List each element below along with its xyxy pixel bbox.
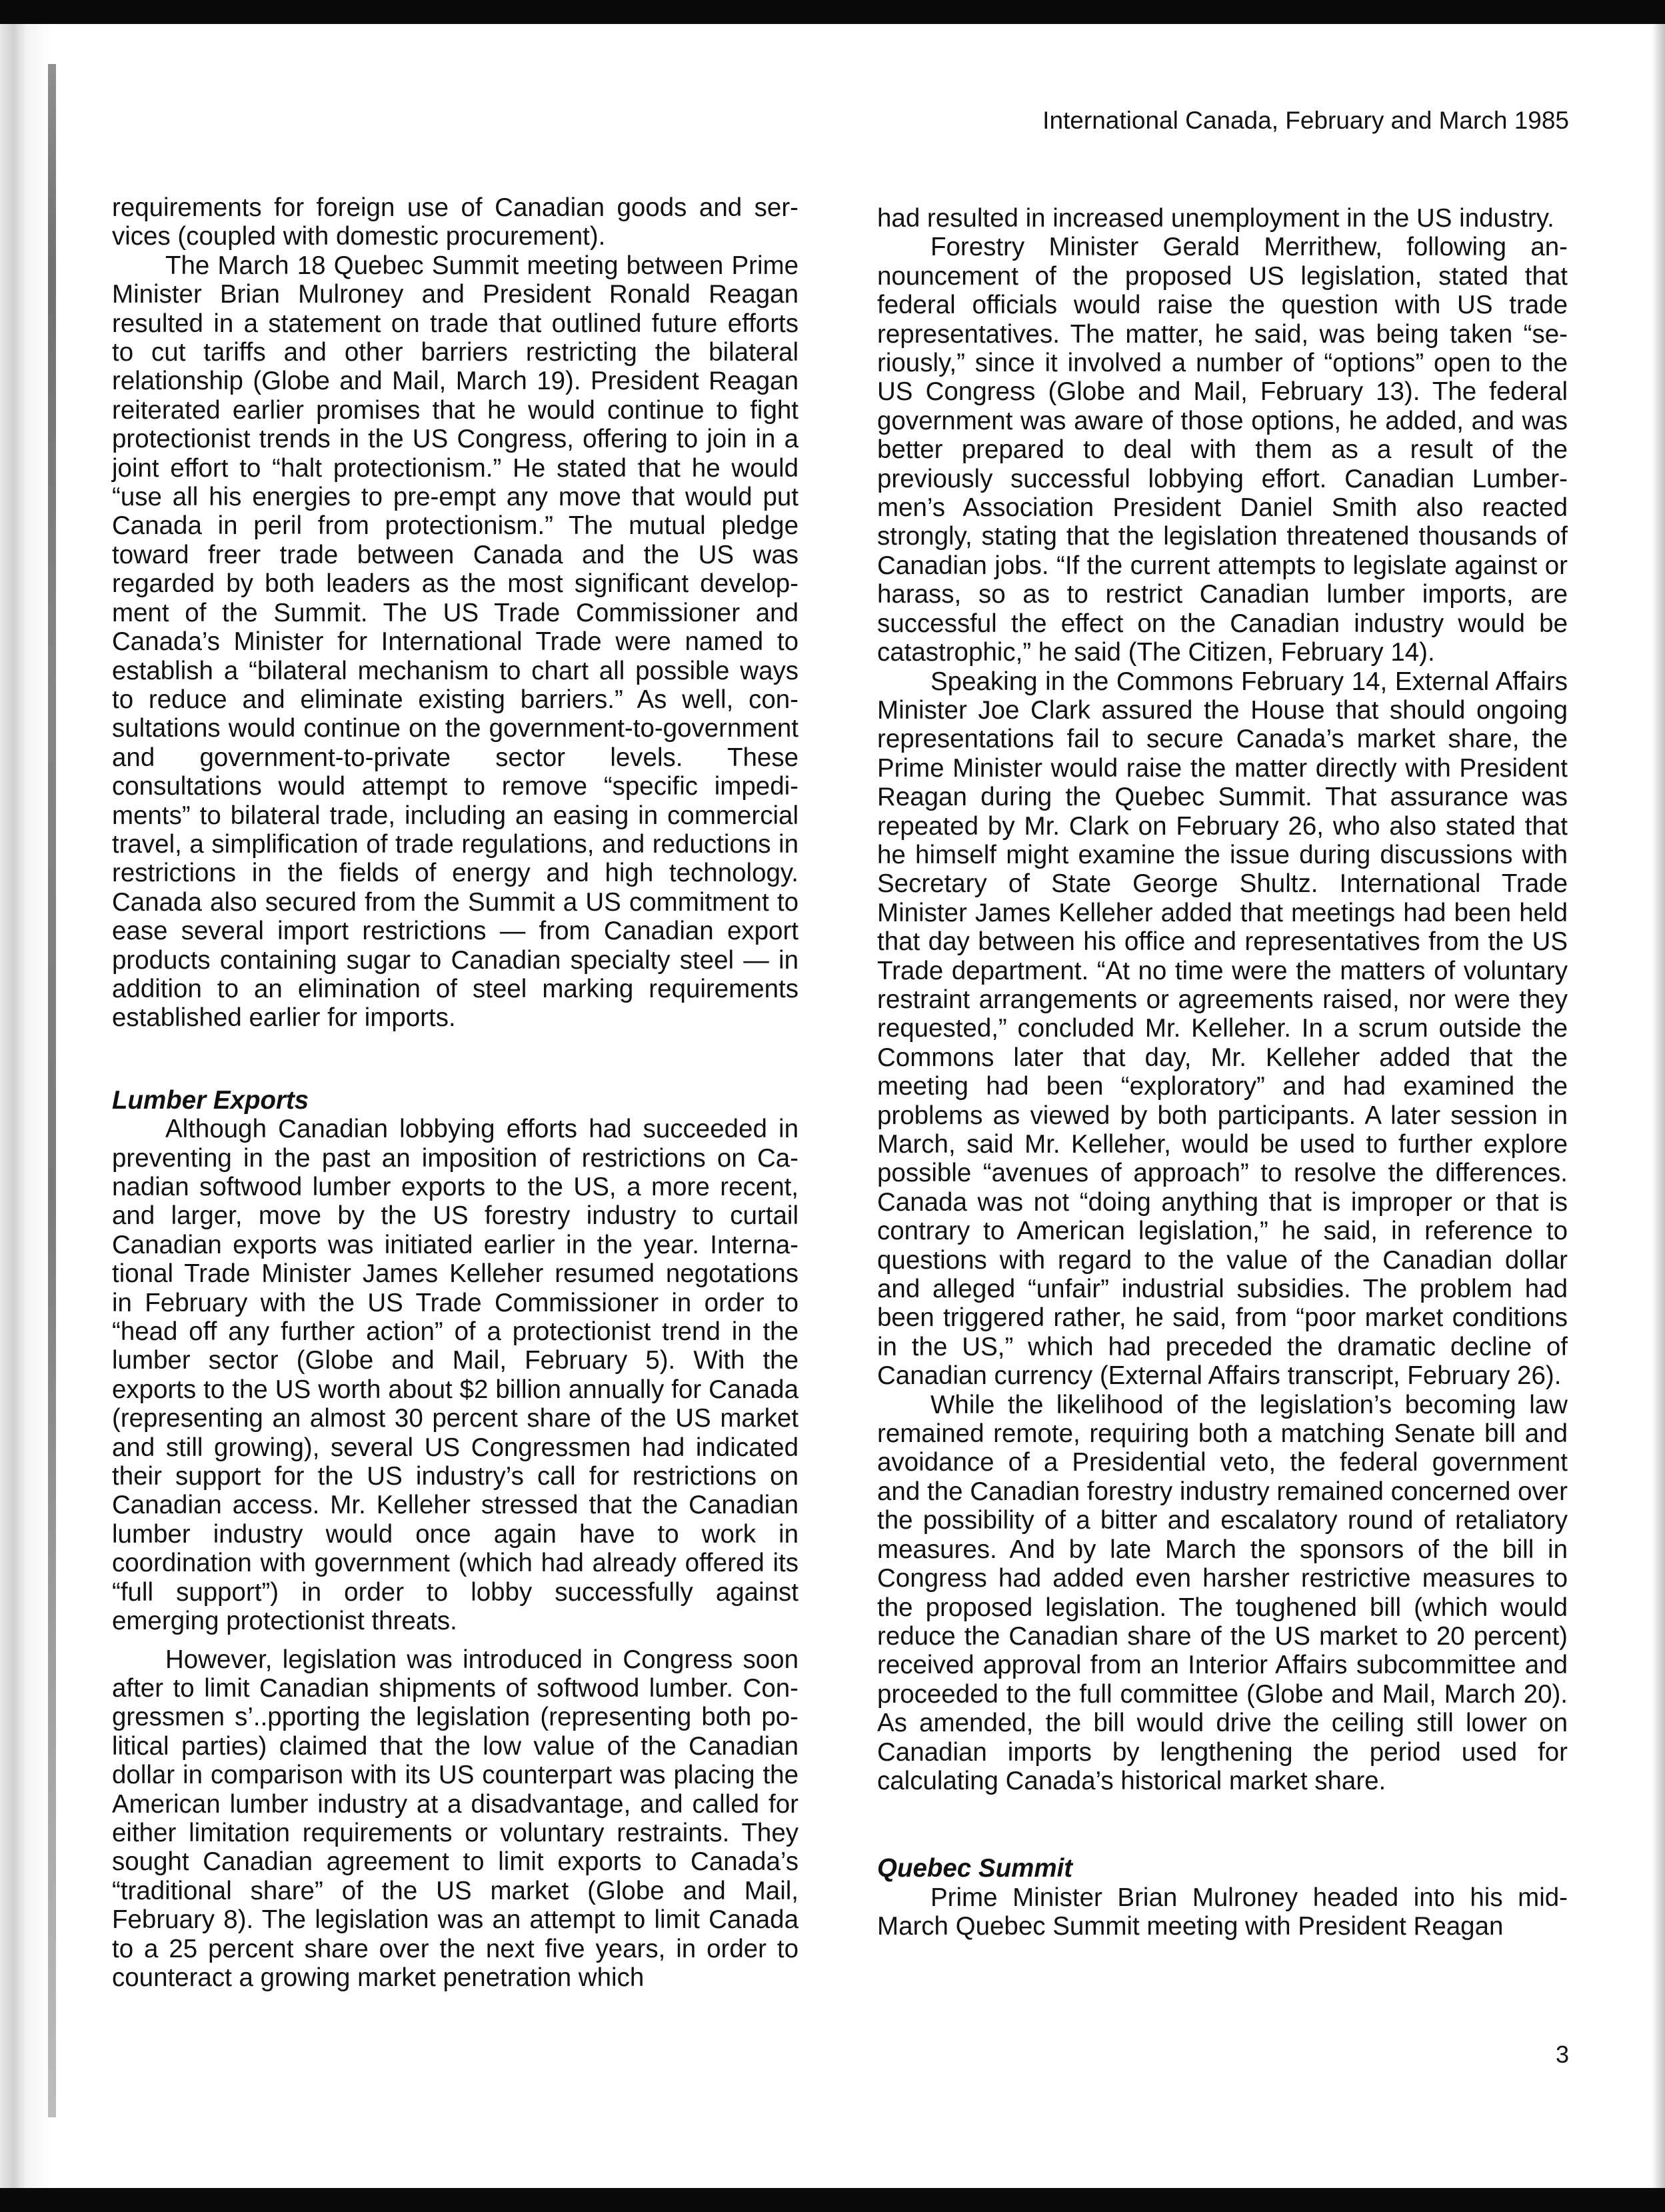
running-head: International Canada, February and March 1985: [1042, 107, 1569, 134]
scan-border-right: [1652, 24, 1665, 2188]
paragraph: Although Canadian lobbying efforts had succeeded in preventing in the past an imposition of restrictions on Canadian softwood lumber exports to the US, a more recent, and larger, move by the US forestry industry to curtail Canadian exports was initiated earlier in the year. International Trade Minister James Kelleher resumed negotations in February with the US Trade Commissioner in order to “head off any further action” of a protectionist trend in the lumber sector (Globe and Mail, February 5). With the exports to the US worth about $2 billion annually for Canada (representing an almost 30 percent share of the US market and still growing), several US Congressmen had indicated their support for the US industry’s call for restrictions on Canadian access. Mr. Kelleher stressed that the Canadian lumber industry would once again have to work in coordination with government (which had already offered its “full support”) in order to lobby successfully against emerging protectionist threats.: [112, 1115, 799, 1636]
right-column: [877, 204, 1568, 1941]
section-heading-lumber-exports: Lumber Exports: [112, 1085, 309, 1115]
left-column: [112, 193, 799, 1992]
paragraph: While the likelihood of the legislation’s becoming law remained remote, requiring both a matching Senate bill and avoidance of a Presidential veto, the federal government and the Canadian forestry industry remained concerned over the possibility of a bitter and escalatory round of retaliatory measures. And by late March the sponsors of the bill in Congress had added even harsher restrictive measures to the proposed legislation. The toughened bill (which would reduce the Canadian share of the US market to 20 percent) received approval from an Interior Affairs subcommittee and proceeded to the full committee (Globe and Mail, March 20). As amended, the bill would drive the ceiling still lower on Canadian imports by lengthening the period used for calculating Canada’s historical market share.: [877, 1390, 1568, 1795]
section-heading-quebec-summit: Quebec Summit: [877, 1854, 1073, 1883]
paragraph: Forestry Minister Gerald Merrithew, following announcement of the proposed US legislation, stated that federal officials would raise the question with US trade representatives. The matter, he said, was being taken “seriously,” since it involved a number of “options” open to the US Congress (Globe and Mail, February 13). The federal government was aware of those options, he added, and was better prepared to deal with them as a result of the previously successful lobbying effort. Canadian Lumbermen’s Association President Daniel Smith also reacted strongly, stating that the legislation threatened thousands of Canadian jobs. “If the current attempts to legislate against or harass, so as to restrict Canadian lumber imports, are successful the effect on the Canadian industry would be catastrophic,” he said (The Citizen, February 14).: [877, 233, 1568, 667]
paragraph: Speaking in the Commons February 14, External Affairs Minister Joe Clark assured the House that should ongoing representations fail to secure Canada’s market share, the Prime Minister would raise the matter directly with President Reagan during the Quebec Summit. That assurance was repeated by Mr. Clark on February 26, who also stated that he himself might examine the issue during discussions with Secretary of State George Shultz. International Trade Minister James Kelleher added that meetings had been held that day between his office and representatives from the US Trade department. “At no time were the matters of voluntary restraint arrangements or agreements raised, nor were they requested,” concluded Mr. Kelleher. In a scrum outside the Commons later that day, Mr. Kelleher added that the meeting had been “exploratory” and had examined the problems as viewed by both participants. A later session in March, said Mr. Kelleher, would be used to further explore possible “avenues of approach” to resolve the differences. Canada was not “doing anything that is improper or that is contrary to American legislation,” he said, in reference to questions with regard to the value of the Canadian dollar and alleged “unfair” industrial subsidies. The problem had been triggered rather, he said, from “poor market conditions in the US,” which had preceded the dramatic decline of Canadian currency (External Affairs transcript, February 26).: [877, 667, 1568, 1391]
paragraph: Prime Minister Brian Mulroney headed into his mid-March Quebec Summit meeting with President Reagan: [877, 1883, 1568, 1941]
scan-border-bottom: [0, 2188, 1665, 2212]
paragraph: The March 18 Quebec Summit meeting between Prime Minister Brian Mulroney and President Ronald Reagan resulted in a statement on trade that outlined future efforts to cut tariffs and other barriers restricting the bilateral relationship (Globe and Mail, March 19). President Reagan reiterated earlier promises that he would continue to fight protectionist trends in the US Congress, offering to join in a joint effort to “halt protectionism.” He stated that he would “use all his energies to pre-empt any move that would put Canada in peril from protectionism.” The mutual pledge toward freer trade between Canada and the US was regarded by both leaders as the most significant development of the Summit. The US Trade Commissioner and Canada’s Minister for International Trade were named to establish a “bilateral mechanism to chart all possible ways to reduce and eliminate existing barriers.” As well, consultations would continue on the government-to-government and government-to-private sector levels. These consultations would attempt to remove “specific impediments” to bilateral trade, including an easing in commercial travel, a simplification of trade regulations, and reductions in restrictions in the fields of energy and high technology. Canada also secured from the Summit a US commitment to ease several import restrictions — from Canadian export products containing sugar to Canadian specialty steel — in addition to an elimination of steel marking requirements established earlier for imports.: [112, 251, 799, 1033]
scan-border-left: [0, 24, 67, 2188]
page-number: 3: [1555, 2041, 1569, 2068]
paragraph: had resulted in increased unemployment in the US industry.: [877, 204, 1554, 233]
paragraph: However, legislation was introduced in Congress soon after to limit Canadian shipments of softwood lumber. Congressmen s’..pporting the legislation (representing both political parties) claimed that the low value of the Canadian dollar in comparison with its US counterpart was placing the American lumber industry at a disadvantage, and called for either limitation requirements or voluntary restraints. They sought Canadian agreement to limit exports to Canada’s “traditional share” of the US market (Globe and Mail, February 8). The legislation was an attempt to limit Canada to a 25 percent share over the next five years, in order to counteract a growing market penetration which: [112, 1645, 799, 1992]
scan-border-top: [0, 0, 1665, 24]
paragraph: requirements for foreign use of Canadian goods and services (coupled with domestic procurement).: [112, 193, 799, 251]
